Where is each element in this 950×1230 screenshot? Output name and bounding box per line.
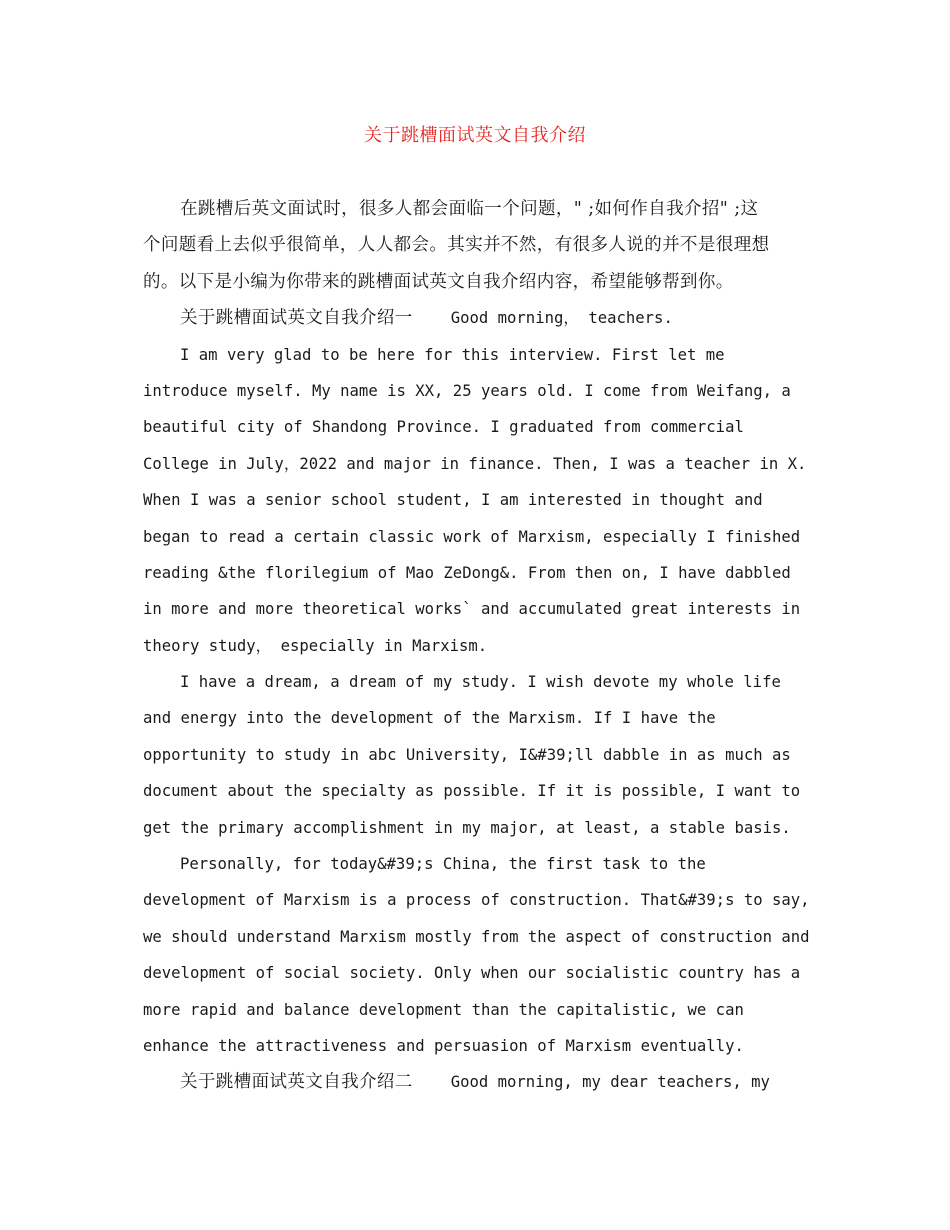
paragraph1-line: reading &the florilegium of Mao ZeDong&. From then on, I have dabbled [143, 563, 791, 582]
paragraph3-line: development of Marxism is a process of construction. That&#39;s to say, [143, 891, 810, 910]
section1-heading-line [143, 300, 808, 336]
paragraph3-line: more rapid and balance development than the capitalistic, we can [143, 1000, 744, 1019]
paragraph1-line: beautiful city of Shandong Province. I graduated from commercial [143, 418, 744, 437]
paragraph2-line: opportunity to study in abc University, I&#39;ll dabble in as much as [143, 745, 791, 764]
paragraph2-line: get the primary accomplishment in my major, at least, a stable basis. [143, 818, 791, 837]
paragraph1-line: College in July，2022 and major in finance. Then, I was a teacher in X. [143, 454, 807, 473]
section2-heading-line [143, 1064, 808, 1100]
paragraph1-line: theory study， especially in Marxism. [143, 636, 488, 655]
paragraph1-line: When I was a senior school student, I am interested in thought and [143, 491, 763, 510]
document-body [143, 191, 808, 1101]
page-title: 关于跳槽面试英文自我介绍 [364, 125, 586, 146]
paragraph3-line: enhance the attractiveness and persuasion of Marxism eventually. [143, 1036, 744, 1055]
intro-line: 在跳槽后英文面试时，很多人都会面临一个问题，" ;如何作自我介招" ;这 [180, 199, 759, 219]
paragraph2-line: I have a dream, a dream of my study. I wish devote my whole life [180, 673, 781, 692]
paragraph1-line: in more and more theoretical works` and accumulated great interests in [143, 600, 801, 619]
paragraph1-line: I am very glad to be here for this interview. First let me [180, 345, 725, 364]
paragraph1-line: began to read a certain classic work of Marxism, especially I finished [143, 527, 801, 546]
paragraph1-line: introduce myself. My name is XX, 25 years old. I come from Weifang, a [143, 381, 791, 400]
paragraph2-line: document about the specialty as possible. If it is possible, I want to [143, 782, 801, 801]
paragraph3-line: Personally, for today&#39;s China, the first task to the [180, 855, 706, 874]
paragraph2-line: and energy into the development of the Marxism. If I have the [143, 709, 716, 728]
intro-line: 的。以下是小编为你带来的跳槽面试英文自我介绍内容，希望能够帮到你。 [143, 271, 734, 292]
paragraph3-line: we should understand Marxism mostly from the aspect of construction and [143, 927, 810, 946]
section1-opening: Good morning， teachers. [450, 309, 673, 328]
section1-heading: 关于跳槽面试英文自我介绍一 [180, 308, 413, 329]
paragraph3-line: development of social society. Only when our socialistic country has a [143, 964, 801, 983]
section2-heading: 关于跳槽面试英文自我介绍二 [180, 1072, 413, 1093]
section2-opening: Good morning, my dear teachers, my [450, 1073, 770, 1092]
intro-line: 个问题看上去似乎很简单，人人都会。其实并不然，有很多人说的并不是很理想 [143, 235, 770, 256]
